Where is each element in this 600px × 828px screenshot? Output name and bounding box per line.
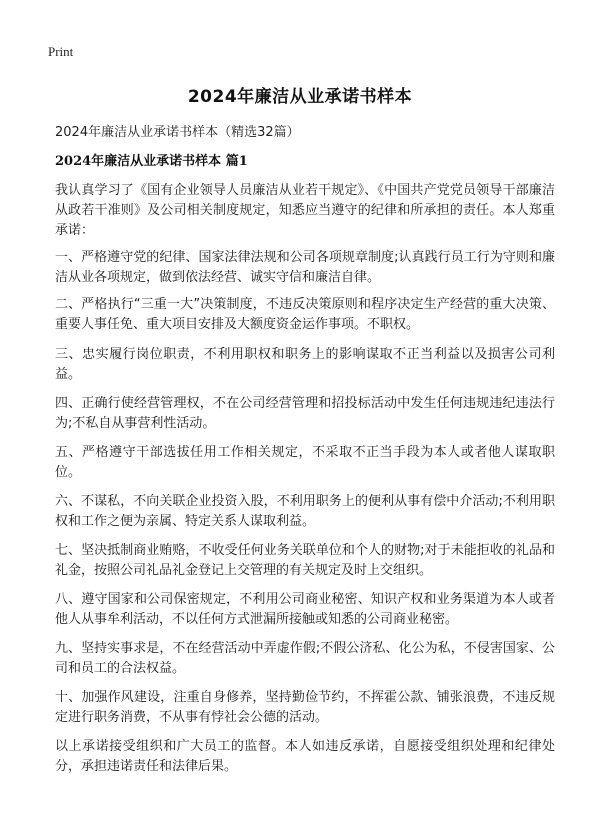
document-subtitle: 2024年廉洁从业承诺书样本（精选32篇） [55,125,300,140]
commitment-paragraph-9: 九、坚持实事求是，不在经营活动中弄虚作假;不假公济私、化公为私，不侵害国家、公司和员工的合法权益。 [55,641,555,676]
print-label: Print [48,44,74,59]
commitment-paragraph-1: 一、严格遵守党的纪律、国家法律法规和公司各项规章制度;认真践行员工行为守则和廉洁从业各项规定，做到依法经营、诚实守信和廉洁自律。 [55,250,555,285]
commitment-paragraph-5: 五、严格遵守干部选拔任用工作相关规定，不采取不正当手段为本人或者他人谋取职位。 [55,445,555,480]
closing-paragraph: 以上承诺接受组织和广大员工的监督。本人如违反承诺，自愿接受组织处理和纪律处分，承担违诺责任和法律后果。 [55,739,555,774]
commitment-paragraph-3: 三、忠实履行岗位职责，不利用职权和职务上的影响谋取不正当利益以及损害公司利益。 [55,347,555,382]
page-title: 2024年廉洁从业承诺书样本 [187,87,413,107]
intro-paragraph: 我认真学习了《国有企业领导人员廉洁从业若干规定》、《中国共产党党员领导干部廉洁从政若干准则》及公司相关制度规定，知悉应当遵守的纪律和所承担的责任。本人郑重承诺： [55,183,555,238]
section-heading: 2024年廉洁从业承诺书样本 篇1 [55,154,248,169]
commitment-paragraph-8: 八、遵守国家和公司保密规定，不利用公司商业秘密、知识产权和业务渠道为本人或者他人从事牟利活动，不以任何方式泄漏所接触或知悉的公司商业秘密。 [55,592,555,627]
commitment-paragraph-6: 六、不谋私，不向关联企业投资入股，不利用职务上的便利从事有偿中介活动;不利用职权和工作之便为亲属、特定关系人谋取利益。 [55,494,555,529]
commitment-paragraph-7: 七、坚决抵制商业贿赂，不收受任何业务关联单位和个人的财物;对于未能拒收的礼品和礼金，按照公司礼品礼金登记上交管理的有关规定及时上交组织。 [55,543,555,578]
commitment-paragraph-10: 十、加强作风建设，注重自身修养，坚持勤俭节约，不挥霍公款、铺张浪费，不违反规定进行职务消费，不从事有悖社会公德的活动。 [55,690,555,725]
commitment-paragraph-4: 四、正确行使经营管理权，不在公司经营管理和招投标活动中发生任何违规违纪违法行为;不私自从事营利性活动。 [55,396,555,431]
commitment-paragraph-2: 二、严格执行“三重一大”决策制度，不违反决策原则和程序决定生产经营的重大决策、重要人事任免、重大项目安排及大额度资金运作事项。不职权。 [55,297,555,332]
